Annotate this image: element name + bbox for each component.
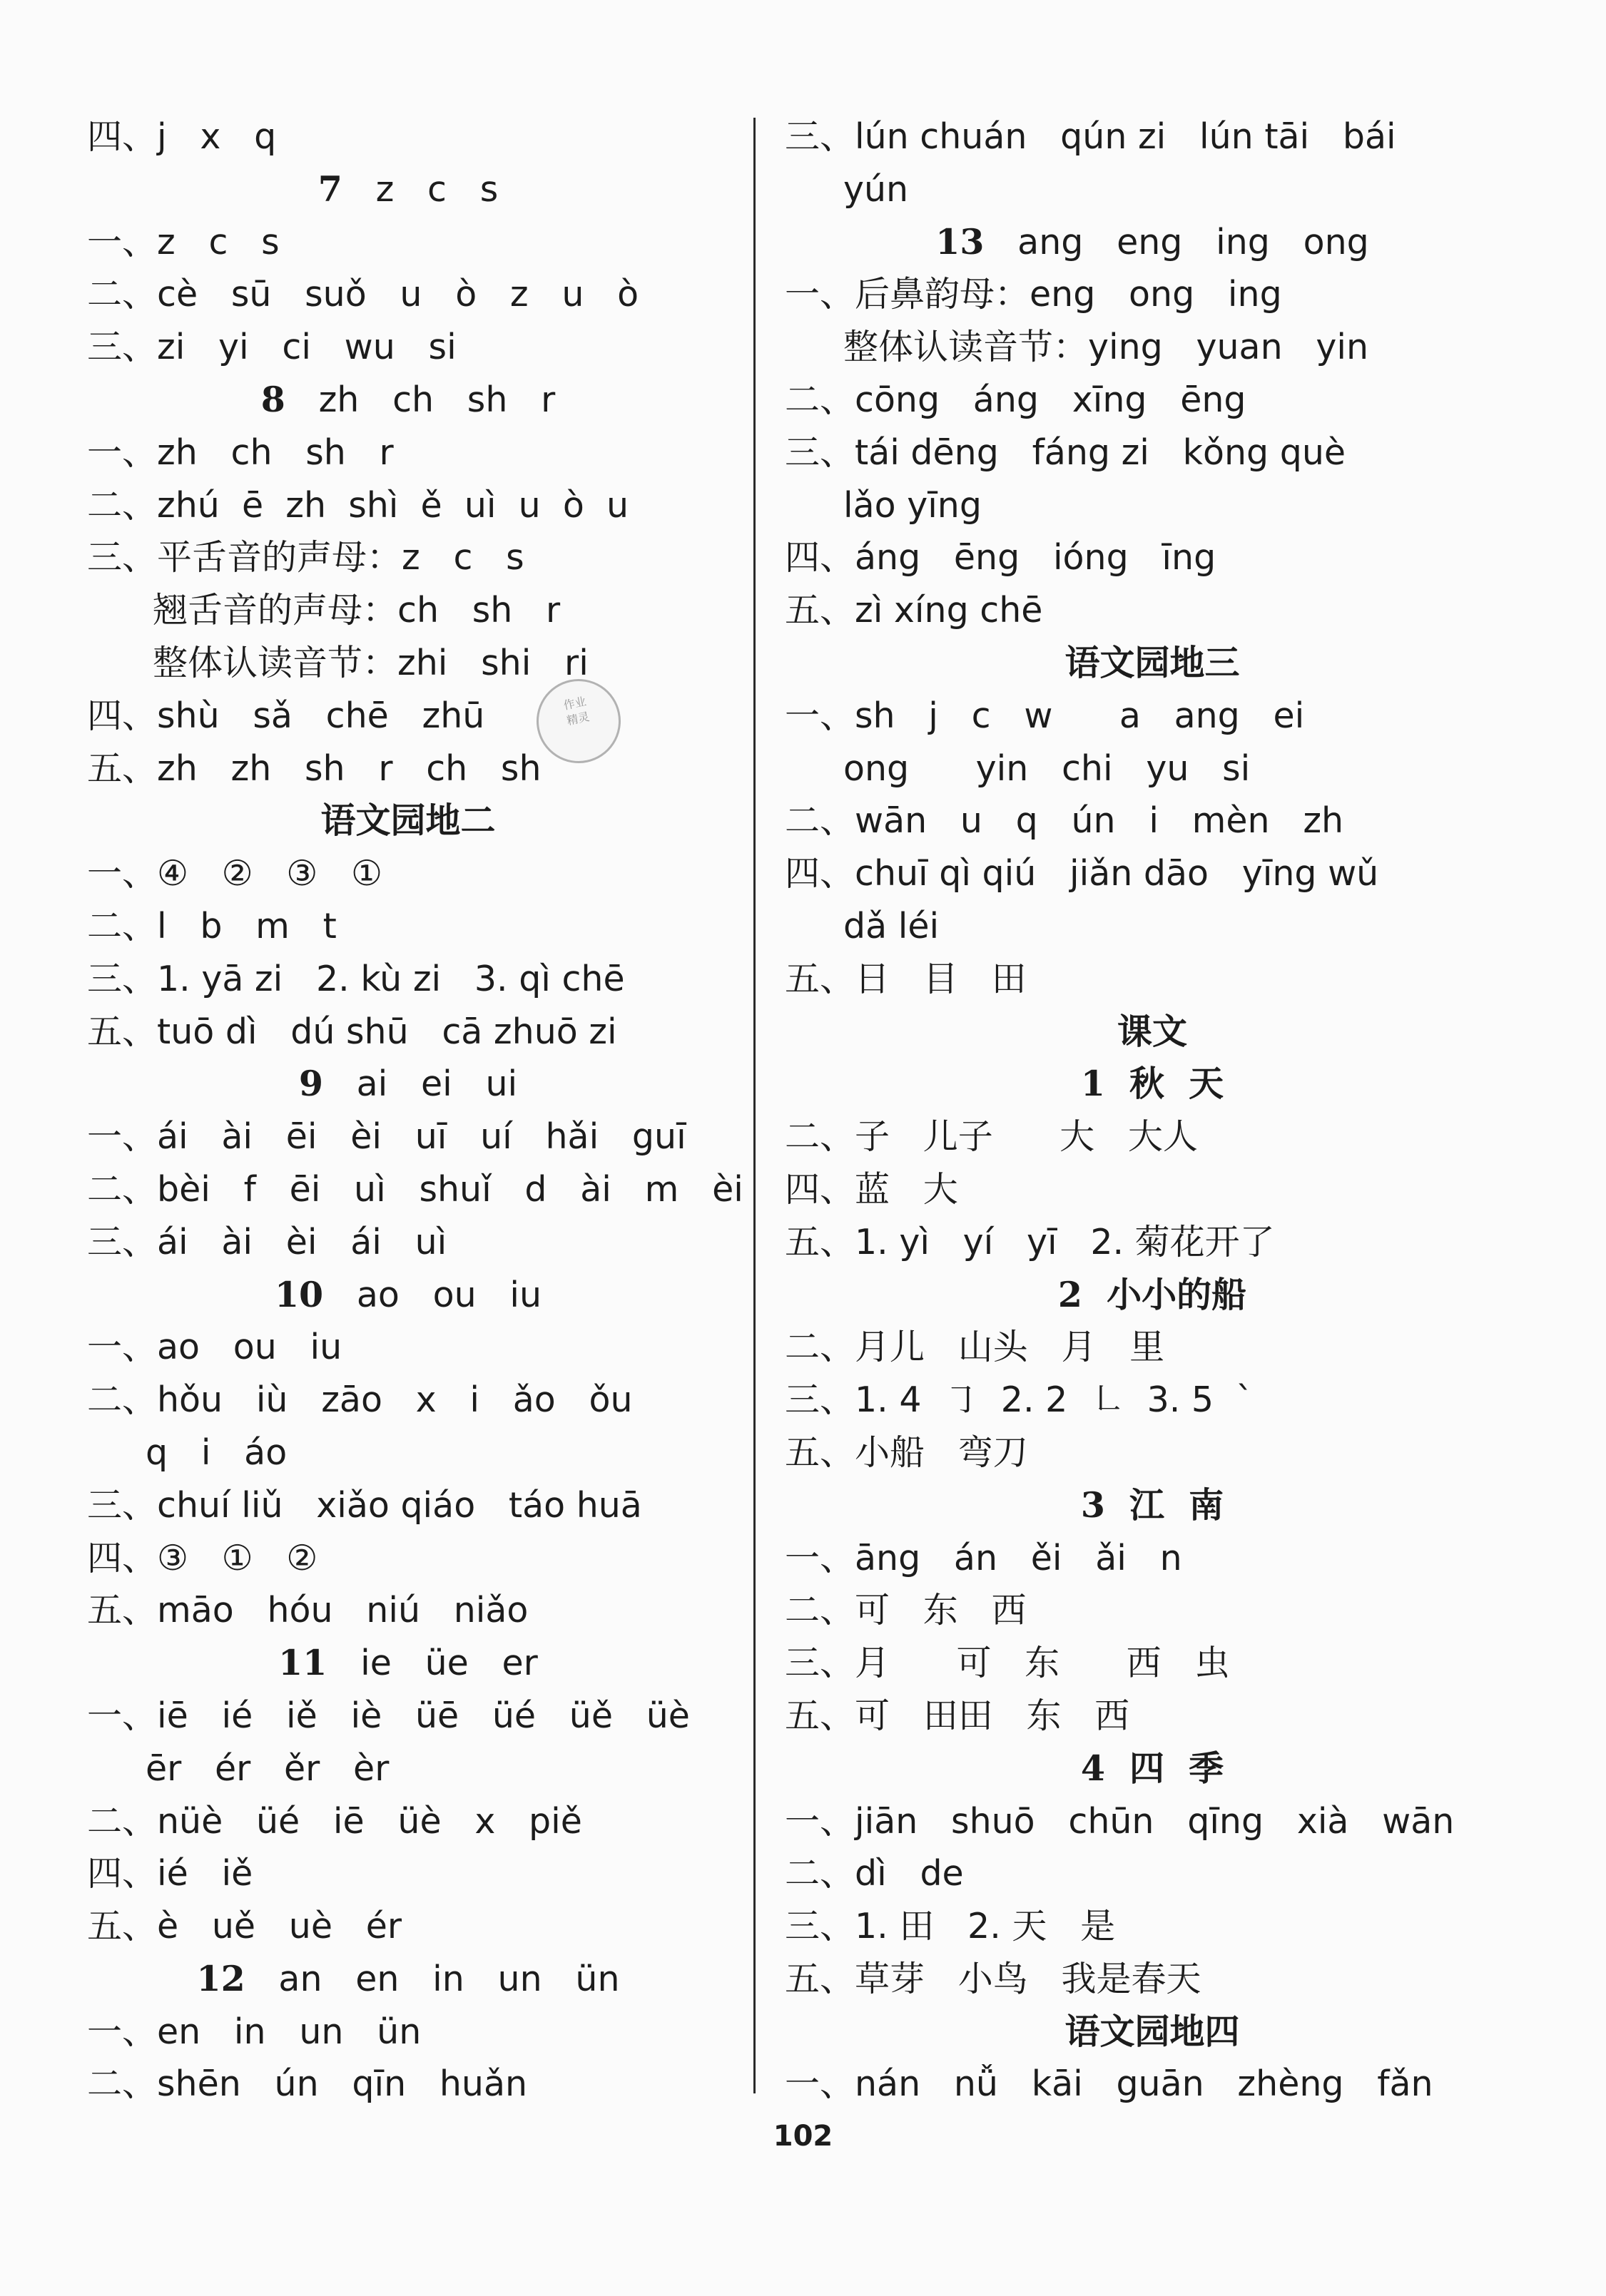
answer-line: 四、j x q [87, 116, 277, 157]
answer-line: 二、cè sū suǒ u ò z u ò [87, 274, 639, 315]
answer-line: 三、1. 田 2. 天 是 [785, 1906, 1116, 1947]
lesson-title: ao ou iu [323, 1274, 542, 1315]
lesson-number: 12 [196, 1957, 245, 1999]
answer-line: 一、z c s [87, 221, 280, 262]
answer-line: 四、蓝 大 [785, 1168, 958, 1210]
lesson-heading [87, 1058, 729, 1111]
section-heading: 1 秋 天 [1080, 1063, 1224, 1105]
section-heading: 语文园地二 [320, 800, 496, 842]
lesson-heading [87, 1637, 729, 1690]
answer-line: 四、ié iě [87, 1853, 253, 1894]
right-column [785, 111, 1520, 2111]
lesson-title: ie üe er [327, 1643, 538, 1684]
answer-line: dǎ léi [843, 905, 940, 947]
answer-line: 三、月 可 东 西 虫 [785, 1643, 1230, 1684]
answer-line: 二、bèi f ēi uì shuǐ d ài m èi [87, 1168, 743, 1210]
lesson-title: z c s [342, 168, 499, 210]
answer-line: ong yin chi yu si [843, 748, 1251, 789]
column-divider [753, 118, 756, 2093]
answer-line: 五、tuō dì dú shū cā zhuō zi [87, 1011, 617, 1052]
answer-line: 五、zh zh sh r ch sh [87, 748, 542, 789]
answer-line: 二、wān u q ún i mèn zh [785, 800, 1344, 842]
section-heading: 语文园地三 [1064, 641, 1240, 683]
answer-line: 二、月儿 山头 月 里 [785, 1327, 1165, 1368]
left-column [87, 111, 743, 2111]
answer-line: 五、日 目 田 [785, 958, 1027, 999]
answer-line: 二、l b m t [87, 905, 337, 947]
answer-line: 四、shù sǎ chē zhū [87, 695, 485, 736]
answer-line: 三、zi yi ci wu si [87, 327, 457, 368]
answer-line: 一、后鼻韵母：eng ong ing [785, 274, 1282, 315]
answer-line: 一、jiān shuō chūn qīng xià wān [785, 1800, 1455, 1842]
answer-line: lǎo yīng [843, 484, 982, 526]
answer-line: 一、sh j c w a ang ei [785, 695, 1305, 736]
lesson-heading [87, 374, 729, 427]
answer-line: 四、áng ēng ióng īng [785, 537, 1216, 578]
section-heading: 课文 [1117, 1010, 1187, 1052]
answer-line: 二、cōng áng xīng ēng [785, 379, 1246, 420]
lesson-heading [785, 216, 1520, 269]
lesson-number: 8 [260, 378, 285, 420]
answer-line: 三、1. yā zi 2. kù zi 3. qì chē [87, 958, 625, 999]
answer-line: 一、nán nǚ kāi guān zhèng fǎn [785, 2063, 1433, 2105]
stamp-text-bottom: 精灵 [565, 709, 591, 728]
answer-line: 二、dì de [785, 1853, 964, 1894]
answer-line: 一、④ ② ③ ① [87, 853, 382, 894]
answer-line: 一、en in un ün [87, 2011, 422, 2052]
lesson-title: zh ch sh r [285, 379, 556, 420]
answer-line: 三、1. 4 ㇆ 2. 2 ㇗ 3. 5 ˋ [785, 1379, 1254, 1421]
answer-line: 一、zh ch sh r [87, 432, 394, 473]
answer-line: 五、可 田田 东 西 [785, 1695, 1130, 1736]
lesson-number: 10 [274, 1273, 324, 1315]
answer-line: 二、shēn ún qīn huǎn [87, 2063, 528, 2105]
answer-line: 四、chuī qì qiú jiǎn dāo yīng wǔ [785, 853, 1379, 894]
answer-line: 五、草芽 小鸟 我是春天 [785, 1958, 1201, 1999]
answer-line: 二、hǒu iù zāo x i ǎo ǒu [87, 1379, 633, 1421]
answer-line: 一、ái ài ēi èi uī uí hǎi guī [87, 1116, 686, 1158]
answer-line: yún [843, 168, 909, 210]
page-number: 102 [773, 2120, 833, 2153]
answer-line: 三、ái ài èi ái uì [87, 1221, 447, 1262]
lesson-number: 9 [298, 1063, 323, 1105]
answer-line: q i áo [146, 1432, 288, 1473]
lesson-number: 11 [278, 1642, 327, 1684]
section-heading: 4 四 季 [1080, 1747, 1224, 1789]
answer-line: 三、chuí liǔ xiǎo qiáo táo huā [87, 1484, 642, 1526]
lesson-heading [87, 1269, 729, 1322]
lesson-number: 7 [317, 168, 342, 210]
answer-line: 二、zhú ē zh shì ě uì u ò u [87, 484, 629, 526]
answer-line: 三、lún chuán qún zi lún tāi bái [785, 116, 1396, 157]
answer-line: 三、tái dēng fáng zi kǒng què [785, 432, 1346, 473]
lesson-title: an en in un ün [245, 1958, 620, 1999]
answer-line: 一、ao ou iu [87, 1327, 342, 1368]
answer-line: 五、zì xíng chē [785, 590, 1043, 631]
answer-line: 整体认读音节：zhi shi ri [153, 642, 589, 683]
answer-line: 整体认读音节：ying yuan yin [843, 327, 1369, 368]
answer-line: 翘舌音的声母：ch sh r [153, 590, 561, 631]
answer-line: 一、āng án ěi ǎi n [785, 1537, 1182, 1578]
section-heading: 2 小小的船 [1057, 1273, 1247, 1315]
answer-line: 五、1. yì yí yī 2. 菊花开了 [785, 1221, 1275, 1262]
section-heading: 语文园地四 [1064, 2010, 1240, 2052]
answer-line: 一、iē ié iě iè üē üé üě üè [87, 1695, 690, 1736]
section-heading: 3 江 南 [1080, 1484, 1224, 1526]
lesson-title: ang eng ing ong [984, 221, 1369, 262]
answer-line: ēr ér ěr èr [146, 1747, 390, 1789]
answer-line: 四、③ ① ② [87, 1537, 318, 1578]
answer-line: 三、平舌音的声母：z c s [87, 537, 524, 578]
lesson-heading [87, 163, 729, 216]
answer-line: 五、māo hóu niú niǎo [87, 1590, 529, 1631]
stamp-text-top: 作业 [562, 694, 588, 713]
answer-line: 二、nüè üé iē üè x piě [87, 1800, 582, 1842]
lesson-number: 13 [935, 220, 985, 262]
answer-line: 五、小船 弯刀 [785, 1432, 1028, 1473]
answer-line: 二、可 东 西 [785, 1590, 1027, 1631]
answer-line: 五、è uě uè ér [87, 1906, 402, 1947]
lesson-title: ai ei ui [322, 1063, 518, 1105]
answer-line: 二、子 儿子 大 大人 [785, 1116, 1198, 1158]
lesson-heading [87, 1953, 729, 2006]
